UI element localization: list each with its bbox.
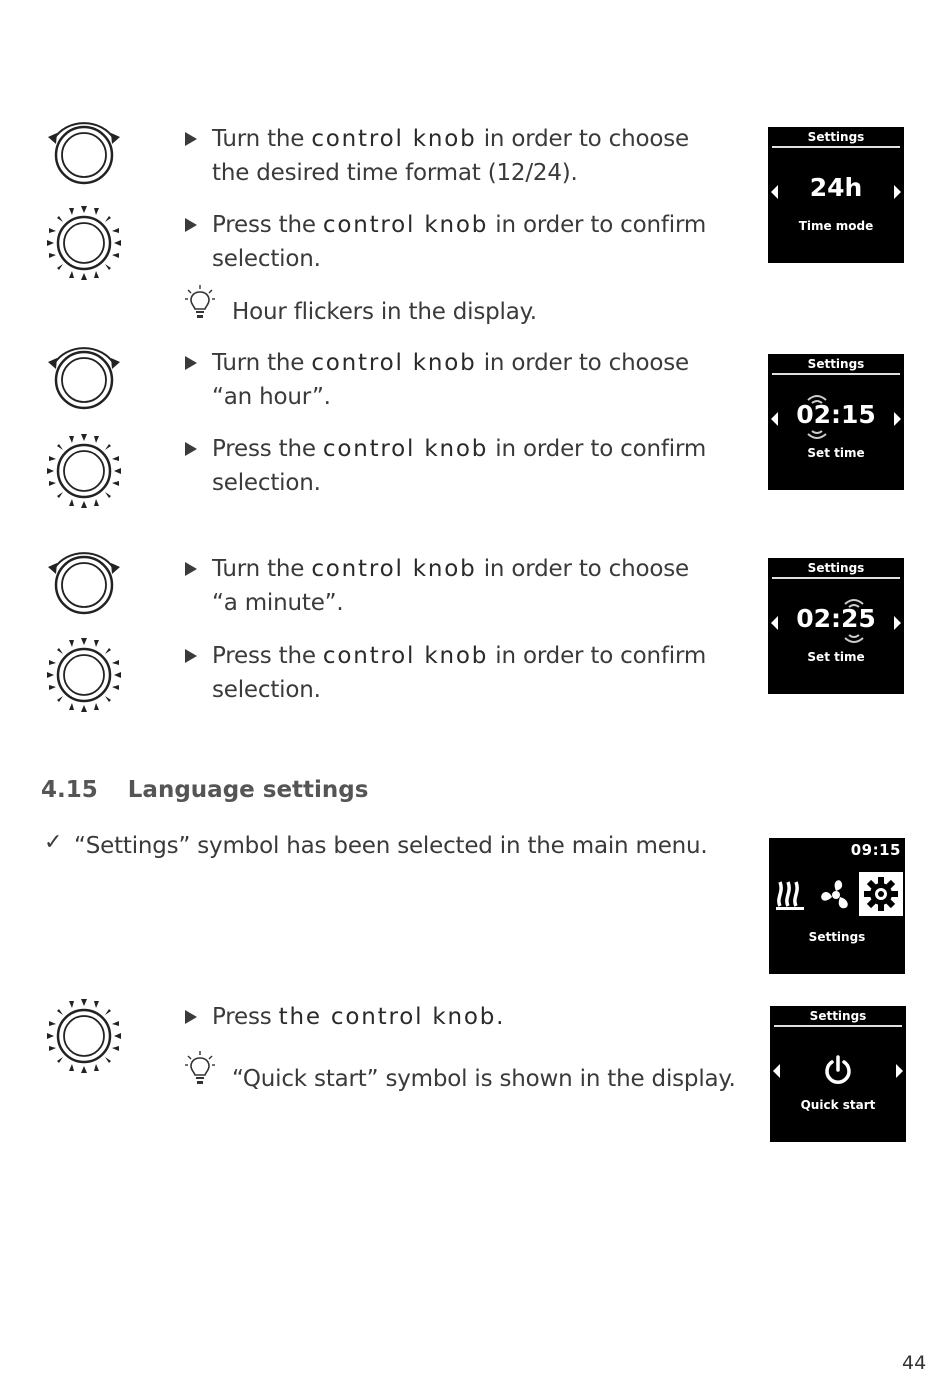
display-label: Settings: [808, 930, 866, 944]
bullet-triangle-icon: [185, 356, 197, 370]
display-value: 02:25: [796, 604, 876, 633]
step-text: “a minute”.: [212, 590, 344, 616]
instruction-step: [212, 552, 689, 620]
display-label: Time mode: [798, 219, 874, 233]
display-set-hour: [768, 354, 904, 490]
turn-knob-icon: [44, 117, 124, 187]
step-text: in order to confirm: [495, 643, 707, 669]
display-clock: 09:15: [850, 841, 901, 859]
step-text: selection.: [212, 677, 321, 703]
step-text: selection.: [212, 470, 321, 496]
display-label: Set time: [807, 650, 865, 664]
step-text: “an hour”.: [212, 384, 331, 410]
press-knob-icon: [44, 996, 124, 1076]
step-text: in order to choose: [483, 556, 689, 582]
display-set-minute: [768, 558, 904, 694]
display-label: Set time: [807, 446, 865, 460]
instruction-step: [212, 639, 706, 707]
bullet-triangle-icon: [185, 649, 197, 663]
instruction-step: [212, 346, 689, 414]
instruction-step: [212, 432, 706, 500]
lightbulb-icon: [184, 284, 216, 322]
page-number: 44: [902, 1352, 927, 1374]
step-text: Press the: [212, 643, 316, 669]
display-header: Settings: [807, 130, 865, 144]
step-text: Press the: [212, 436, 316, 462]
tip-text: Hour flickers in the display.: [232, 299, 537, 325]
instruction-step: [212, 208, 706, 276]
bullet-triangle-icon: [185, 442, 197, 456]
control-knob-term: control knob: [322, 643, 489, 669]
section-title: Language settings: [127, 777, 369, 803]
display-divider: [772, 373, 900, 375]
bullet-triangle-icon: [185, 218, 197, 232]
display-divider: [772, 577, 900, 579]
display-header: Settings: [809, 1009, 867, 1023]
step-text: selection.: [212, 246, 321, 272]
step-text: Turn the: [212, 126, 305, 152]
display-divider: [772, 146, 900, 148]
section-number: 4.15: [41, 777, 98, 803]
display-quick-start: [770, 1006, 906, 1142]
press-knob-icon: [44, 431, 124, 511]
turn-knob-icon: [44, 342, 124, 412]
precondition-text: “Settings” symbol has been selected in the main menu.: [74, 833, 708, 859]
arrow-left-icon: [773, 1064, 780, 1078]
control-knob-term: control knob: [311, 350, 477, 376]
control-knob-term: control knob: [311, 126, 477, 152]
display-value: 24h: [809, 173, 863, 202]
step-text: the desired time format (12/24).: [212, 160, 578, 186]
display-main-menu: [769, 838, 905, 974]
control-knob-term: control knob: [311, 556, 477, 582]
checkmark-icon: ✓: [44, 830, 63, 855]
tip-text: “Quick start” symbol is shown in the display.: [232, 1066, 736, 1092]
turn-knob-icon: [44, 547, 124, 617]
bullet-triangle-icon: [185, 562, 197, 576]
step-text: in order to choose: [483, 126, 689, 152]
bullet-triangle-icon: [185, 132, 197, 146]
step-text: Turn the: [212, 556, 305, 582]
press-knob-icon: [44, 635, 124, 715]
fan-icon: [817, 876, 855, 914]
press-knob-icon: [44, 203, 124, 283]
step-text: Press: [212, 1004, 272, 1030]
step-text: in order to confirm: [495, 436, 707, 462]
display-header: Settings: [807, 357, 865, 371]
arrow-right-icon: [896, 1064, 903, 1078]
step-text: Turn the: [212, 350, 305, 376]
power-icon: [822, 1054, 854, 1086]
display-time-mode: [768, 127, 904, 263]
step-text: in order to choose: [483, 350, 689, 376]
control-knob-term: control knob: [322, 436, 489, 462]
step-text: in order to confirm: [495, 212, 707, 238]
heat-icon: [775, 874, 809, 914]
step-text: Press the: [212, 212, 316, 238]
display-label: Quick start: [800, 1098, 876, 1112]
display-header: Settings: [807, 561, 865, 575]
instruction-step: [212, 1000, 505, 1034]
control-knob-term: the control knob.: [278, 1004, 506, 1030]
gear-icon: [862, 875, 900, 913]
display-value: 02:15: [796, 400, 876, 429]
instruction-step: [212, 122, 689, 190]
lightbulb-icon: [184, 1050, 216, 1088]
section-heading: [41, 777, 368, 803]
bullet-triangle-icon: [185, 1010, 197, 1024]
display-divider: [774, 1025, 902, 1027]
control-knob-term: control knob: [322, 212, 489, 238]
